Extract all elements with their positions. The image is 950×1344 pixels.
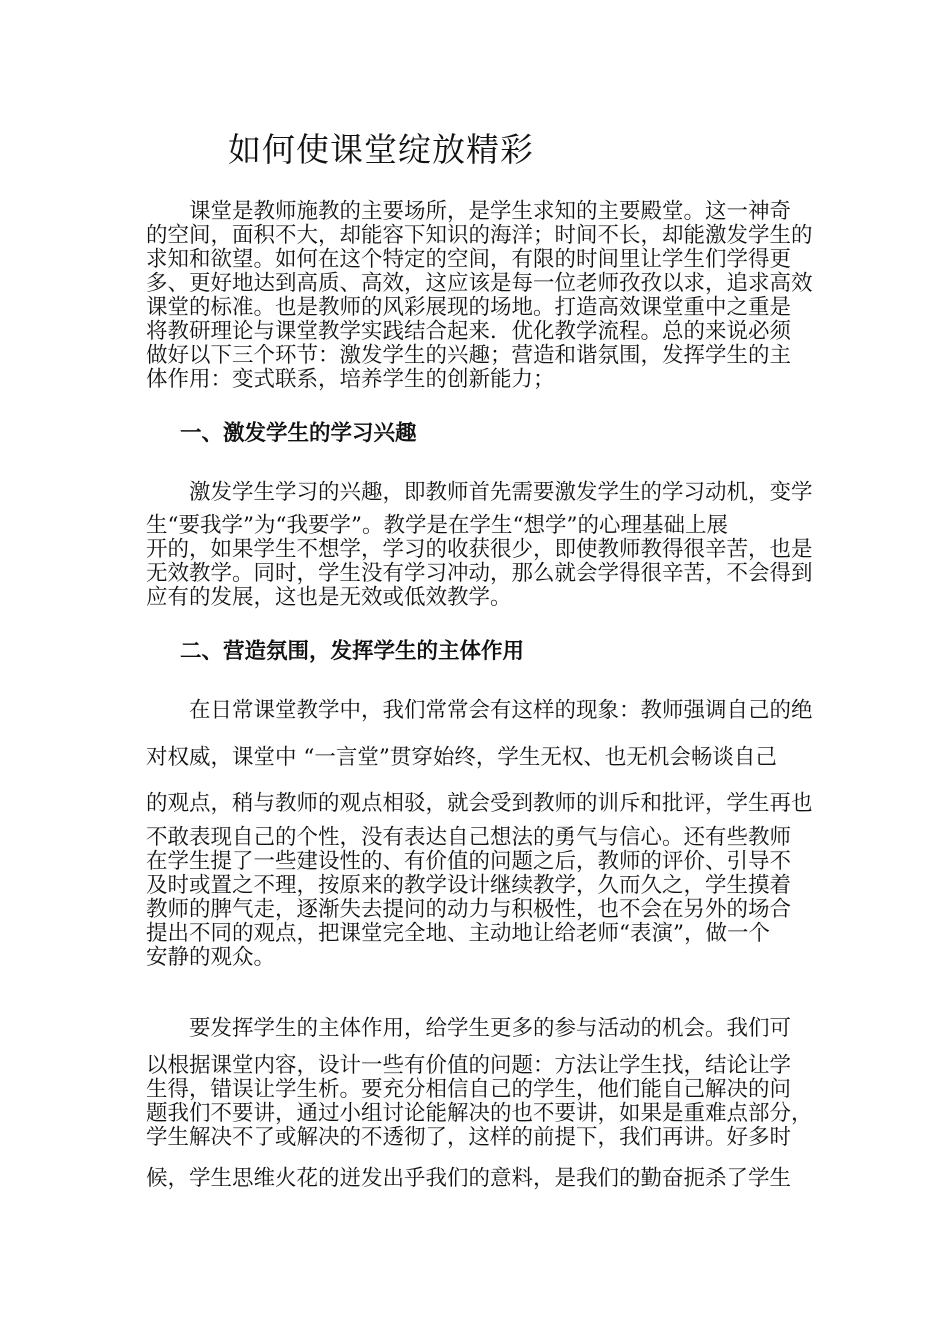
text-line: 开的，如果学生不想学，学习的收获很少，即使教师教得很辛苦，也是 (146, 537, 813, 562)
text-line: 对权威，课堂中 “一言堂”贯穿始终，学生无权、也无机会畅谈自己 (146, 745, 777, 770)
text-line: 题我们不要讲，通过小组讨论能解决的也不要讲，如果是重难点部分， (146, 1101, 813, 1126)
text-line: 生“要我学”为“我要学”。教学是在学生“想学”的心理基础上展 (146, 513, 728, 538)
text-line: 无效教学。同时，学生没有学习冲动，那么就会学得很辛苦，不会得到 (146, 561, 813, 586)
text-line: 多、更好地达到高质、高效，这应该是每一位老师孜孜以求，追求高效 (146, 271, 813, 296)
document-title: 如何使课堂绽放精彩 (228, 130, 534, 169)
text-line: 以根据课堂内容，设计一些有价值的问题：方法让学生找，结论让学 (146, 1053, 792, 1078)
section-heading-2: 二、营造氛围，发挥学生的主体作用 (180, 639, 525, 664)
text-line: 在日常课堂教学中，我们常常会有这样的现象：教师强调自己的绝 (146, 698, 813, 723)
text-line: 提出不同的观点，把课堂完全地、主动地让给老师“表演”，做一个 (146, 921, 770, 946)
text-line: 及时或置之不理，按原来的教学设计继续教学，久而久之，学生摸着 (146, 873, 792, 898)
text-line: 将教研理论与课堂教学实践结合起来．优化教学流程。总的来说必须 (146, 319, 792, 344)
text-line: 的空间，面积不大，却能容下知识的海洋；时间不长，却能激发学生的 (146, 223, 813, 248)
text-line: 候，学生思维火花的迸发出乎我们的意料，是我们的勤奋扼杀了学生 (146, 1166, 792, 1191)
text-line: 要发挥学生的主体作用，给学生更多的参与活动的机会。我们可 (146, 1016, 792, 1041)
text-line: 课堂的标准。也是教师的风彩展现的场地。打造高效课堂重中之重是 (146, 295, 792, 320)
section2-paragraph (146, 699, 816, 970)
text-line: 的观点，稍与教师的观点相驳，就会受到教师的训斥和批评，学生再也 (146, 791, 813, 816)
text-line: 生得，错误让学生析。要充分相信自己的学生，他们能自己解决的问 (146, 1077, 792, 1102)
text-line: 教师的脾气走，逐渐失去提问的动力与积极性，也不会在另外的场合 (146, 897, 792, 922)
text-line: 不敢表现自己的个性，没有表达自己想法的勇气与信心。还有些教师 (146, 825, 792, 850)
intro-paragraph (146, 200, 816, 392)
text-line: 学生解决不了或解决的不透彻了，这样的前提下，我们再讲。好多时 (146, 1125, 792, 1150)
section3-paragraph (146, 1017, 816, 1191)
text-line: 在学生提了一些建设性的、有价值的问题之后，教师的评价、引导不 (146, 849, 792, 874)
text-line: 求知和欲望。如何在这个特定的空间，有限的时间里让学生们学得更 (146, 247, 792, 272)
section-heading-1: 一、激发学生的学习兴趣 (180, 421, 417, 446)
text-line: 安静的观众。 (146, 945, 276, 970)
text-line: 应有的发展，这也是无效或低效教学。 (146, 585, 512, 610)
text-line: 做好以下三个环节：激发学生的兴趣；营造和谐氛围，发挥学生的主 (146, 343, 792, 368)
section1-paragraph (146, 481, 816, 610)
text-line: 激发学生学习的兴趣，即教师首先需要激发学生的学习动机，变学 (146, 480, 813, 505)
text-line: 体作用：变式联系，培养学生的创新能力； (146, 367, 555, 392)
text-line: 课堂是教师施教的主要场所，是学生求知的主要殿堂。这一神奇 (146, 199, 792, 224)
